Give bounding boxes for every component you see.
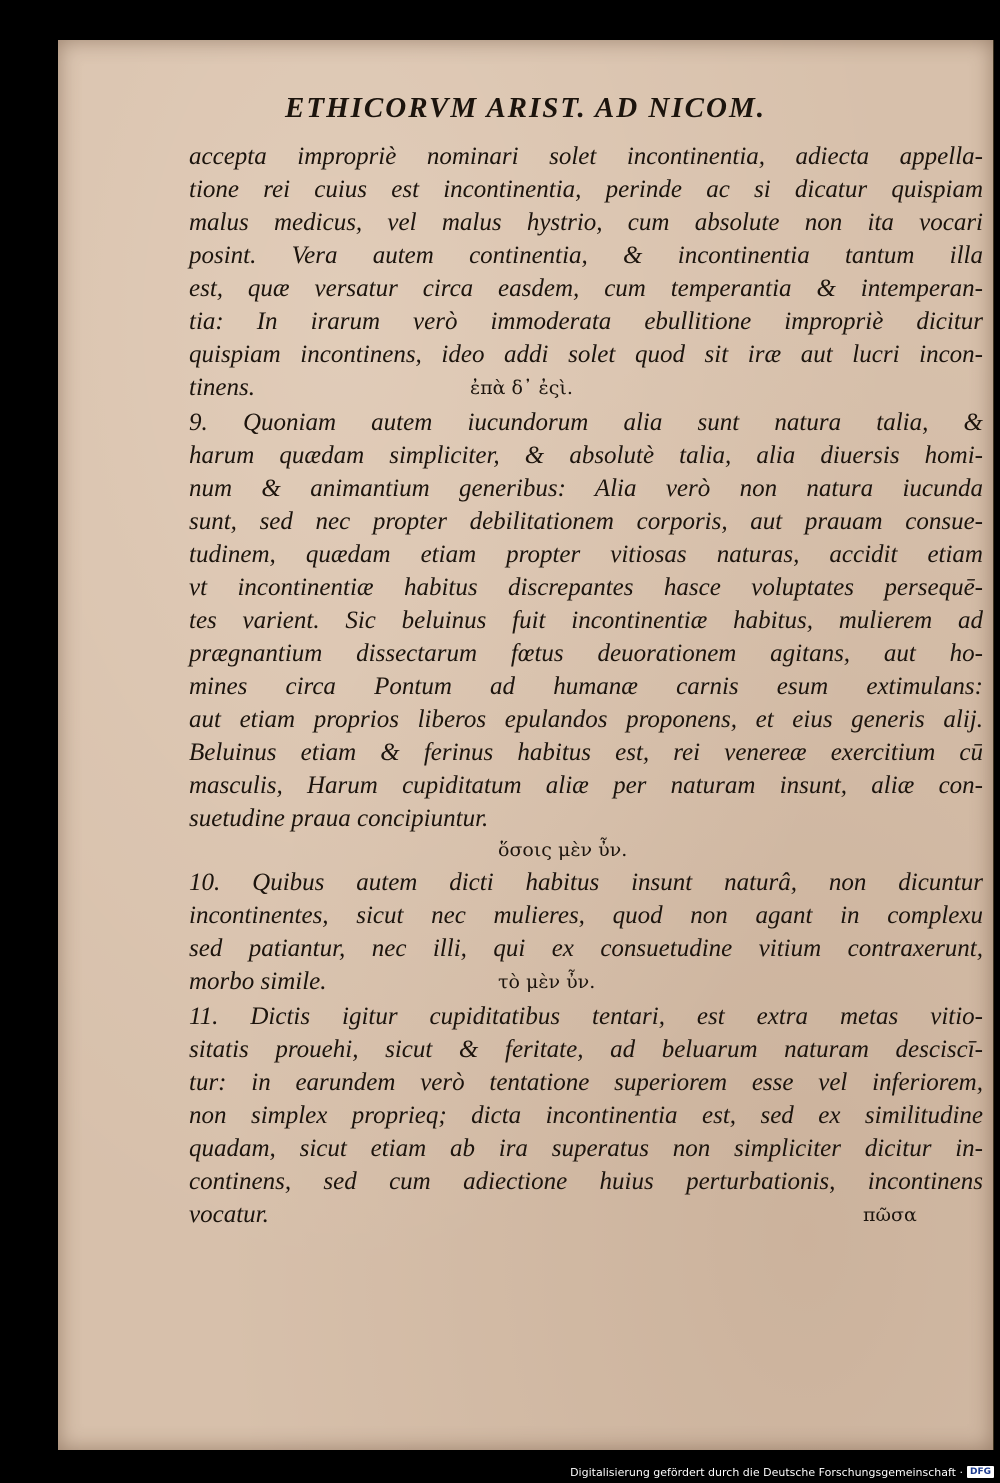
text-line: continens, sed cum adiectione huius perturbationis, incontinens bbox=[189, 1168, 983, 1195]
greek-catchword: ὅσοις μὲν ὖν. bbox=[498, 839, 628, 861]
text-line: tudinem, quædam etiam propter vitiosas naturas, accidit etiam bbox=[189, 541, 983, 568]
text-line: quadam, sicut etiam ab ira superatus non simpliciter dicitur in- bbox=[189, 1135, 983, 1162]
text-line: tia: In irarum verò immoderata ebullitione impropriè dicitur bbox=[189, 308, 983, 335]
text-line: quispiam incontinens, ideo addi solet quod sit iræ aut lucri incon- bbox=[189, 341, 983, 368]
text-line: malus medicus, vel malus hystrio, cum absolute non ita vocari bbox=[189, 209, 983, 236]
text-line: harum quædam simpliciter, & absolutè talia, alia diuersis homi- bbox=[189, 442, 983, 469]
text-line: accepta impropriè nominari solet incontinentia, adiecta appella- bbox=[189, 143, 983, 170]
text-line: sunt, sed nec propter debilitationem corporis, aut prauam consue- bbox=[189, 508, 983, 535]
text-line: Beluinus etiam & ferinus habitus est, rei venereæ exercitium cū bbox=[189, 739, 983, 766]
text-line: mines circa Pontum ad humanæ carnis esum extimulans: bbox=[189, 673, 983, 700]
text-line: vt incontinentiæ habitus discrepantes hasce voluptates persequē- bbox=[189, 574, 983, 601]
text-line: posint. Vera autem continentia, & incontinentia tantum illa bbox=[189, 242, 983, 269]
text-line: tione rei cuius est incontinentia, perinde ac si dicatur quispiam bbox=[189, 176, 983, 203]
section-11-start: 11. Dictis igitur cupiditatibus tentari, est extra metas vitio- bbox=[189, 1003, 983, 1030]
text-line: est, quæ versatur circa easdem, cum temperantia & intemperan- bbox=[189, 275, 983, 302]
funding-credit-bar bbox=[570, 1463, 994, 1481]
text-line: tur: in earundem verò tentatione superiorem esse vel inferiorem, bbox=[189, 1069, 983, 1096]
text-line: non simplex proprieq; dicta incontinentia est, sed ex similitudine bbox=[189, 1102, 983, 1129]
greek-catchword: πῶσα bbox=[863, 1204, 917, 1226]
text-line: incontinentes, sicut nec mulieres, quod non agant in complexu bbox=[189, 902, 983, 929]
text-line: tinens. bbox=[189, 374, 255, 401]
text-line: aut etiam proprios liberos epulandos proponens, et eius generis alij. bbox=[189, 706, 983, 733]
text-line: sed patiantur, nec illi, qui ex consuetudine vitium contraxerunt, bbox=[189, 935, 983, 962]
dfg-logo: DFG bbox=[967, 1466, 994, 1478]
section-10-start: 10. Quibus autem dicti habitus insunt naturâ, non dicuntur bbox=[189, 869, 983, 896]
text-line: prægnantium dissectarum fœtus deuorationem agitans, aut ho- bbox=[189, 640, 983, 667]
text-line: vocatur. bbox=[189, 1201, 269, 1228]
text-line: masculis, Harum cupiditatum aliæ per naturam insunt, aliæ con- bbox=[189, 772, 983, 799]
running-head: ETHICORVM ARIST. AD NICOM. bbox=[285, 92, 766, 124]
book-page bbox=[58, 40, 993, 1450]
text-line: sitatis prouehi, sicut & feritate, ad beluarum naturam desciscī- bbox=[189, 1036, 983, 1063]
text-line: num & animantium generibus: Alia verò non natura iucunda bbox=[189, 475, 983, 502]
section-9-start: 9. Quoniam autem iucundorum alia sunt natura talia, & bbox=[189, 409, 983, 436]
greek-catchword: ἐπὰ δ᾽ ἐςὶ. bbox=[470, 377, 573, 399]
funding-credit-text: Digitalisierung gefördert durch die Deutsche Forschungsgemeinschaft · bbox=[570, 1465, 963, 1479]
text-line: morbo simile. bbox=[189, 968, 327, 995]
text-line: tes varient. Sic beluinus fuit incontinentiæ habitus, mulierem ad bbox=[189, 607, 983, 634]
text-line: suetudine praua concipiuntur. bbox=[189, 805, 489, 832]
greek-catchword: τὸ μὲν ὖν. bbox=[498, 971, 596, 993]
